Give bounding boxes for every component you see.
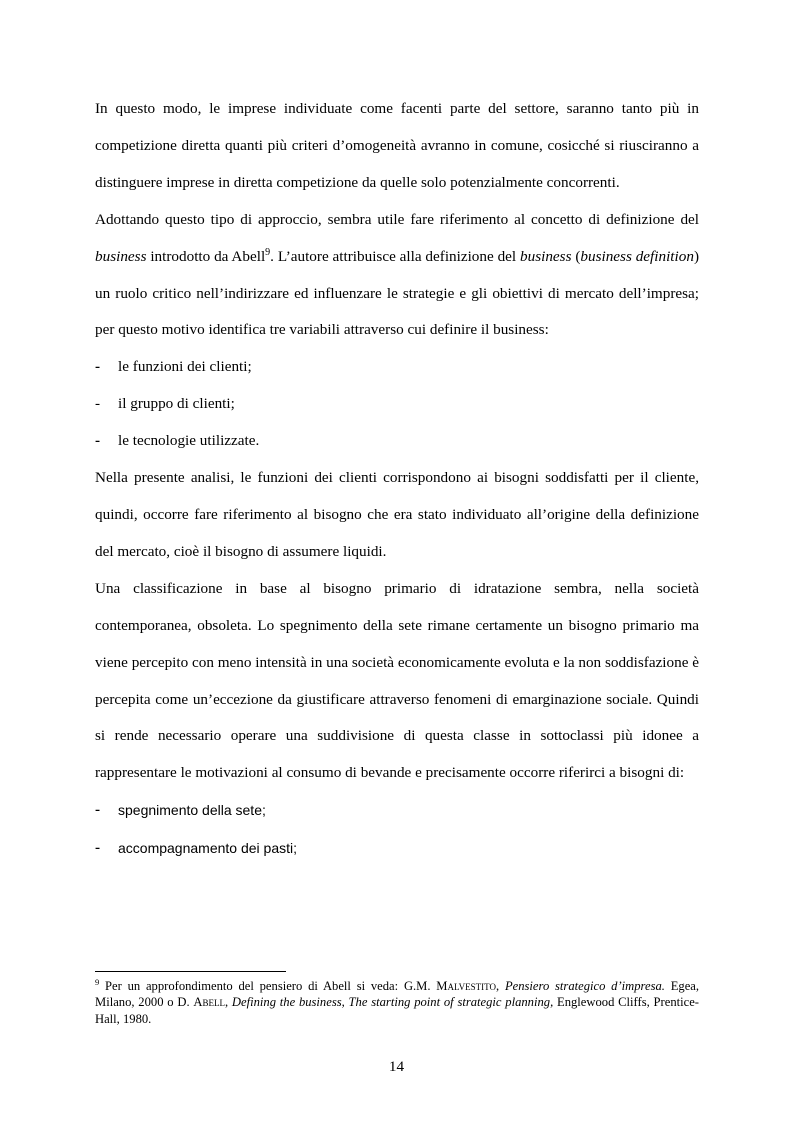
footnote <box>95 978 699 1027</box>
paragraph-2-business-definition: business definition <box>580 247 694 265</box>
paragraph-2-text-1: Adottando questo tipo di approccio, sembra utile fare riferimento al concetto di definizione del <box>95 210 699 228</box>
list-item <box>95 386 699 423</box>
list-item <box>95 423 699 460</box>
page-body <box>95 91 699 868</box>
list-item <box>95 792 699 830</box>
list-item <box>95 830 699 868</box>
list-item-text: accompagnamento dei pasti; <box>118 840 297 857</box>
paragraph-2 <box>95 202 699 350</box>
paragraph-2-text-3: . L’autore attribuisce alla definizione del <box>270 247 520 265</box>
paragraph-3 <box>95 460 699 571</box>
footnote-title-1: Pensiero strategico d’impresa. <box>504 979 665 993</box>
paragraph-4 <box>95 571 699 792</box>
paragraph-4-text: Una classificazione in base al bisogno primario di idratazione sembra, nella società contemporanea, obsoleta. Lo spegnimento della sete rimane certamente un bisogno primario ma viene percepito con meno intensità in una società economicamente evoluta e la non soddisfazione è percepita come un’eccezione da giustificare attraverso fenomeni di emarginazione sociale. Quindi si rende necessario operare una suddivisione di questa classe in sottoclassi più idonee a rappresentare le motivazioni al consumo di bevande e precisamente occorre riferirci a bisogni di: <box>95 579 699 782</box>
list-dash: - <box>95 839 101 857</box>
paragraph-2-text-4: ( <box>571 247 581 265</box>
list-dash: - <box>95 801 101 819</box>
paragraph-2-text-2: introdotto da Abell <box>146 247 266 265</box>
list-item-text: le tecnologie utilizzate. <box>118 432 260 450</box>
list-dash: - <box>95 395 101 413</box>
paragraph-1-text: In questo modo, le imprese individuate come facenti parte del settore, saranno tanto più in competizione diretta quanti più criteri d’omogeneità avranno in comune, cosicché si riusciranno a distinguere imprese in diretta competizione da quelle solo potenzialmente concorrenti. <box>95 100 699 191</box>
footnote-text-4: , <box>224 995 232 1010</box>
needs-list <box>95 792 699 868</box>
paragraph-2-business-1: business <box>95 247 147 265</box>
list-dash: - <box>95 358 101 376</box>
paragraph-2-business-2: business <box>520 247 572 265</box>
page-number: 14 <box>388 1058 405 1075</box>
list-item-text: spegnimento della sete; <box>118 802 266 819</box>
list-item-text: il gruppo di clienti; <box>118 395 235 413</box>
paragraph-2-text-5: ) un ruolo critico nell’indirizzare ed influenzare le strategie e gli obiettivi di mercato dell’impresa; per questo motivo identifica tre variabili attraverso cui definire il business: <box>95 247 699 339</box>
footnote-text-5: Englewood Cliffs, Prentice-Hall, 1980. <box>95 995 700 1026</box>
footnote-text-2: , <box>496 979 505 993</box>
list-item-text: le funzioni dei clienti; <box>118 358 252 376</box>
footnote-reference: 9 <box>265 246 271 258</box>
footnote-number: 9 <box>95 976 100 987</box>
footnote-separator <box>95 971 286 972</box>
business-variables-list <box>95 349 699 460</box>
paragraph-1 <box>95 91 699 202</box>
footnote-author-2: Abell <box>193 995 225 1010</box>
paragraph-3-text: Nella presente analisi, le funzioni dei clienti corrispondono ai bisogni soddisfatti per il cliente, quindi, occorre fare riferimento al bisogno che era stato individuato all’origine della definizione del mercato, cioè il bisogno di assumere liquidi. <box>95 469 699 560</box>
list-item <box>95 349 699 386</box>
footnote-author-1: G.M. Malvestito <box>403 979 497 993</box>
footnote-text-3: Egea, Milano, 2000 o D. <box>95 979 700 1010</box>
footnote-title-2: Defining the business, The starting point of strategic planning, <box>231 995 554 1010</box>
list-dash: - <box>95 432 101 450</box>
footnote-text-1: Per un approfondimento del pensiero di Abell si veda: <box>99 979 404 993</box>
